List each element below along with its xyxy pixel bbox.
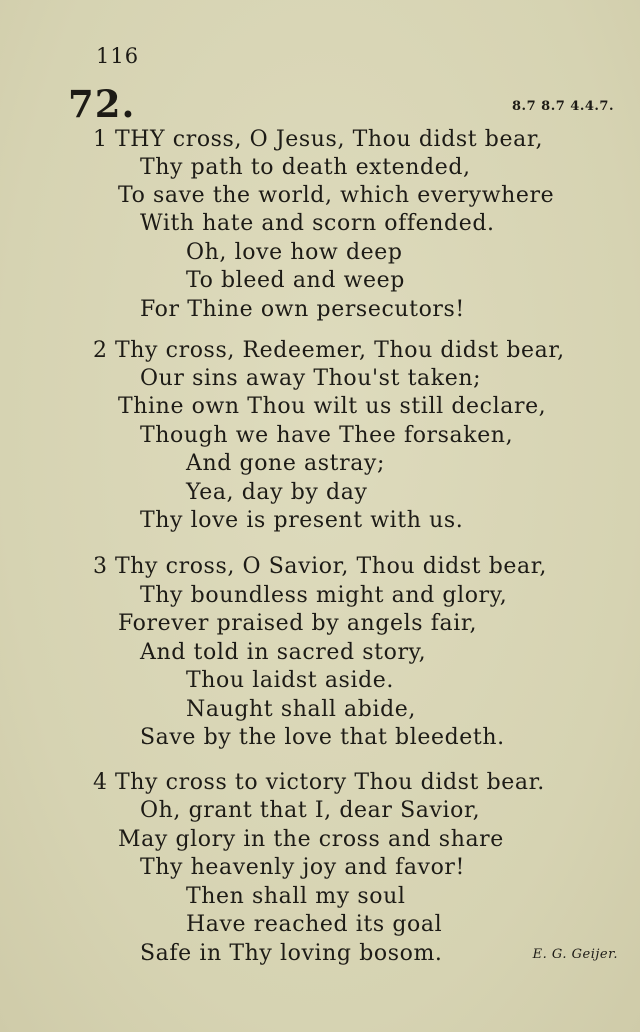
verse-number: 1 — [93, 127, 108, 152]
verse-line: May glory in the cross and share — [118, 827, 504, 852]
verse-line: Thy path to death extended, — [140, 155, 471, 180]
verse-line: Safe in Thy loving bosom. — [140, 941, 443, 966]
hymn-meter: 8.7 8.7 4.4.7. — [512, 99, 614, 114]
verse-line-text: Thy cross, O Savior, Thou didst bear, — [115, 554, 548, 579]
verse-line: Save by the love that bleedeth. — [140, 725, 505, 750]
verse-line: Thy heavenly joy and favor! — [140, 855, 465, 880]
verse-line: Then shall my soul — [186, 884, 406, 909]
verse-line: Forever praised by angels fair, — [118, 611, 478, 636]
hymn-number: 72. — [68, 82, 136, 126]
page-number: 116 — [96, 44, 140, 68]
verse-line — [93, 126, 543, 154]
verse-number: 2 — [93, 338, 108, 363]
verse-line: And gone astray; — [186, 451, 385, 476]
verse-line: Naught shall abide, — [186, 697, 416, 722]
verse-number: 4 — [93, 770, 108, 795]
verse-line-text: THY cross, O Jesus, Thou didst bear, — [115, 127, 544, 152]
verse-line: Oh, love how deep — [186, 240, 403, 265]
verse-line — [93, 553, 547, 581]
verse-line: Though we have Thee forsaken, — [140, 423, 514, 448]
verse-line: Thine own Thou wilt us still declare, — [118, 394, 547, 419]
verse-line — [93, 769, 545, 797]
verse-line: Have reached its goal — [186, 912, 443, 937]
verse-line-text: Thy cross, Redeemer, Thou didst bear, — [115, 338, 565, 363]
verse-line-text: Thy cross to victory Thou didst bear. — [115, 770, 545, 795]
author-credit: E. G. Geijer. — [532, 947, 618, 962]
verse-line: To save the world, which everywhere — [118, 183, 555, 208]
verse-line: And told in sacred story, — [140, 640, 427, 665]
verse-line: With hate and scorn offended. — [140, 211, 495, 236]
verse-line: Thy love is present with us. — [140, 508, 464, 533]
verse-line: Thy boundless might and glory, — [140, 583, 508, 608]
verse-line: To bleed and weep — [186, 268, 405, 293]
verse-line: Oh, grant that I, dear Savior, — [140, 798, 481, 823]
verse-line: Our sins away Thou'st taken; — [140, 366, 482, 391]
verse-line — [93, 337, 565, 365]
verse-line: For Thine own persecutors! — [140, 297, 465, 322]
verse-number: 3 — [93, 554, 108, 579]
verse-line: Thou laidst aside. — [186, 668, 394, 693]
verse-line: Yea, day by day — [186, 480, 368, 505]
